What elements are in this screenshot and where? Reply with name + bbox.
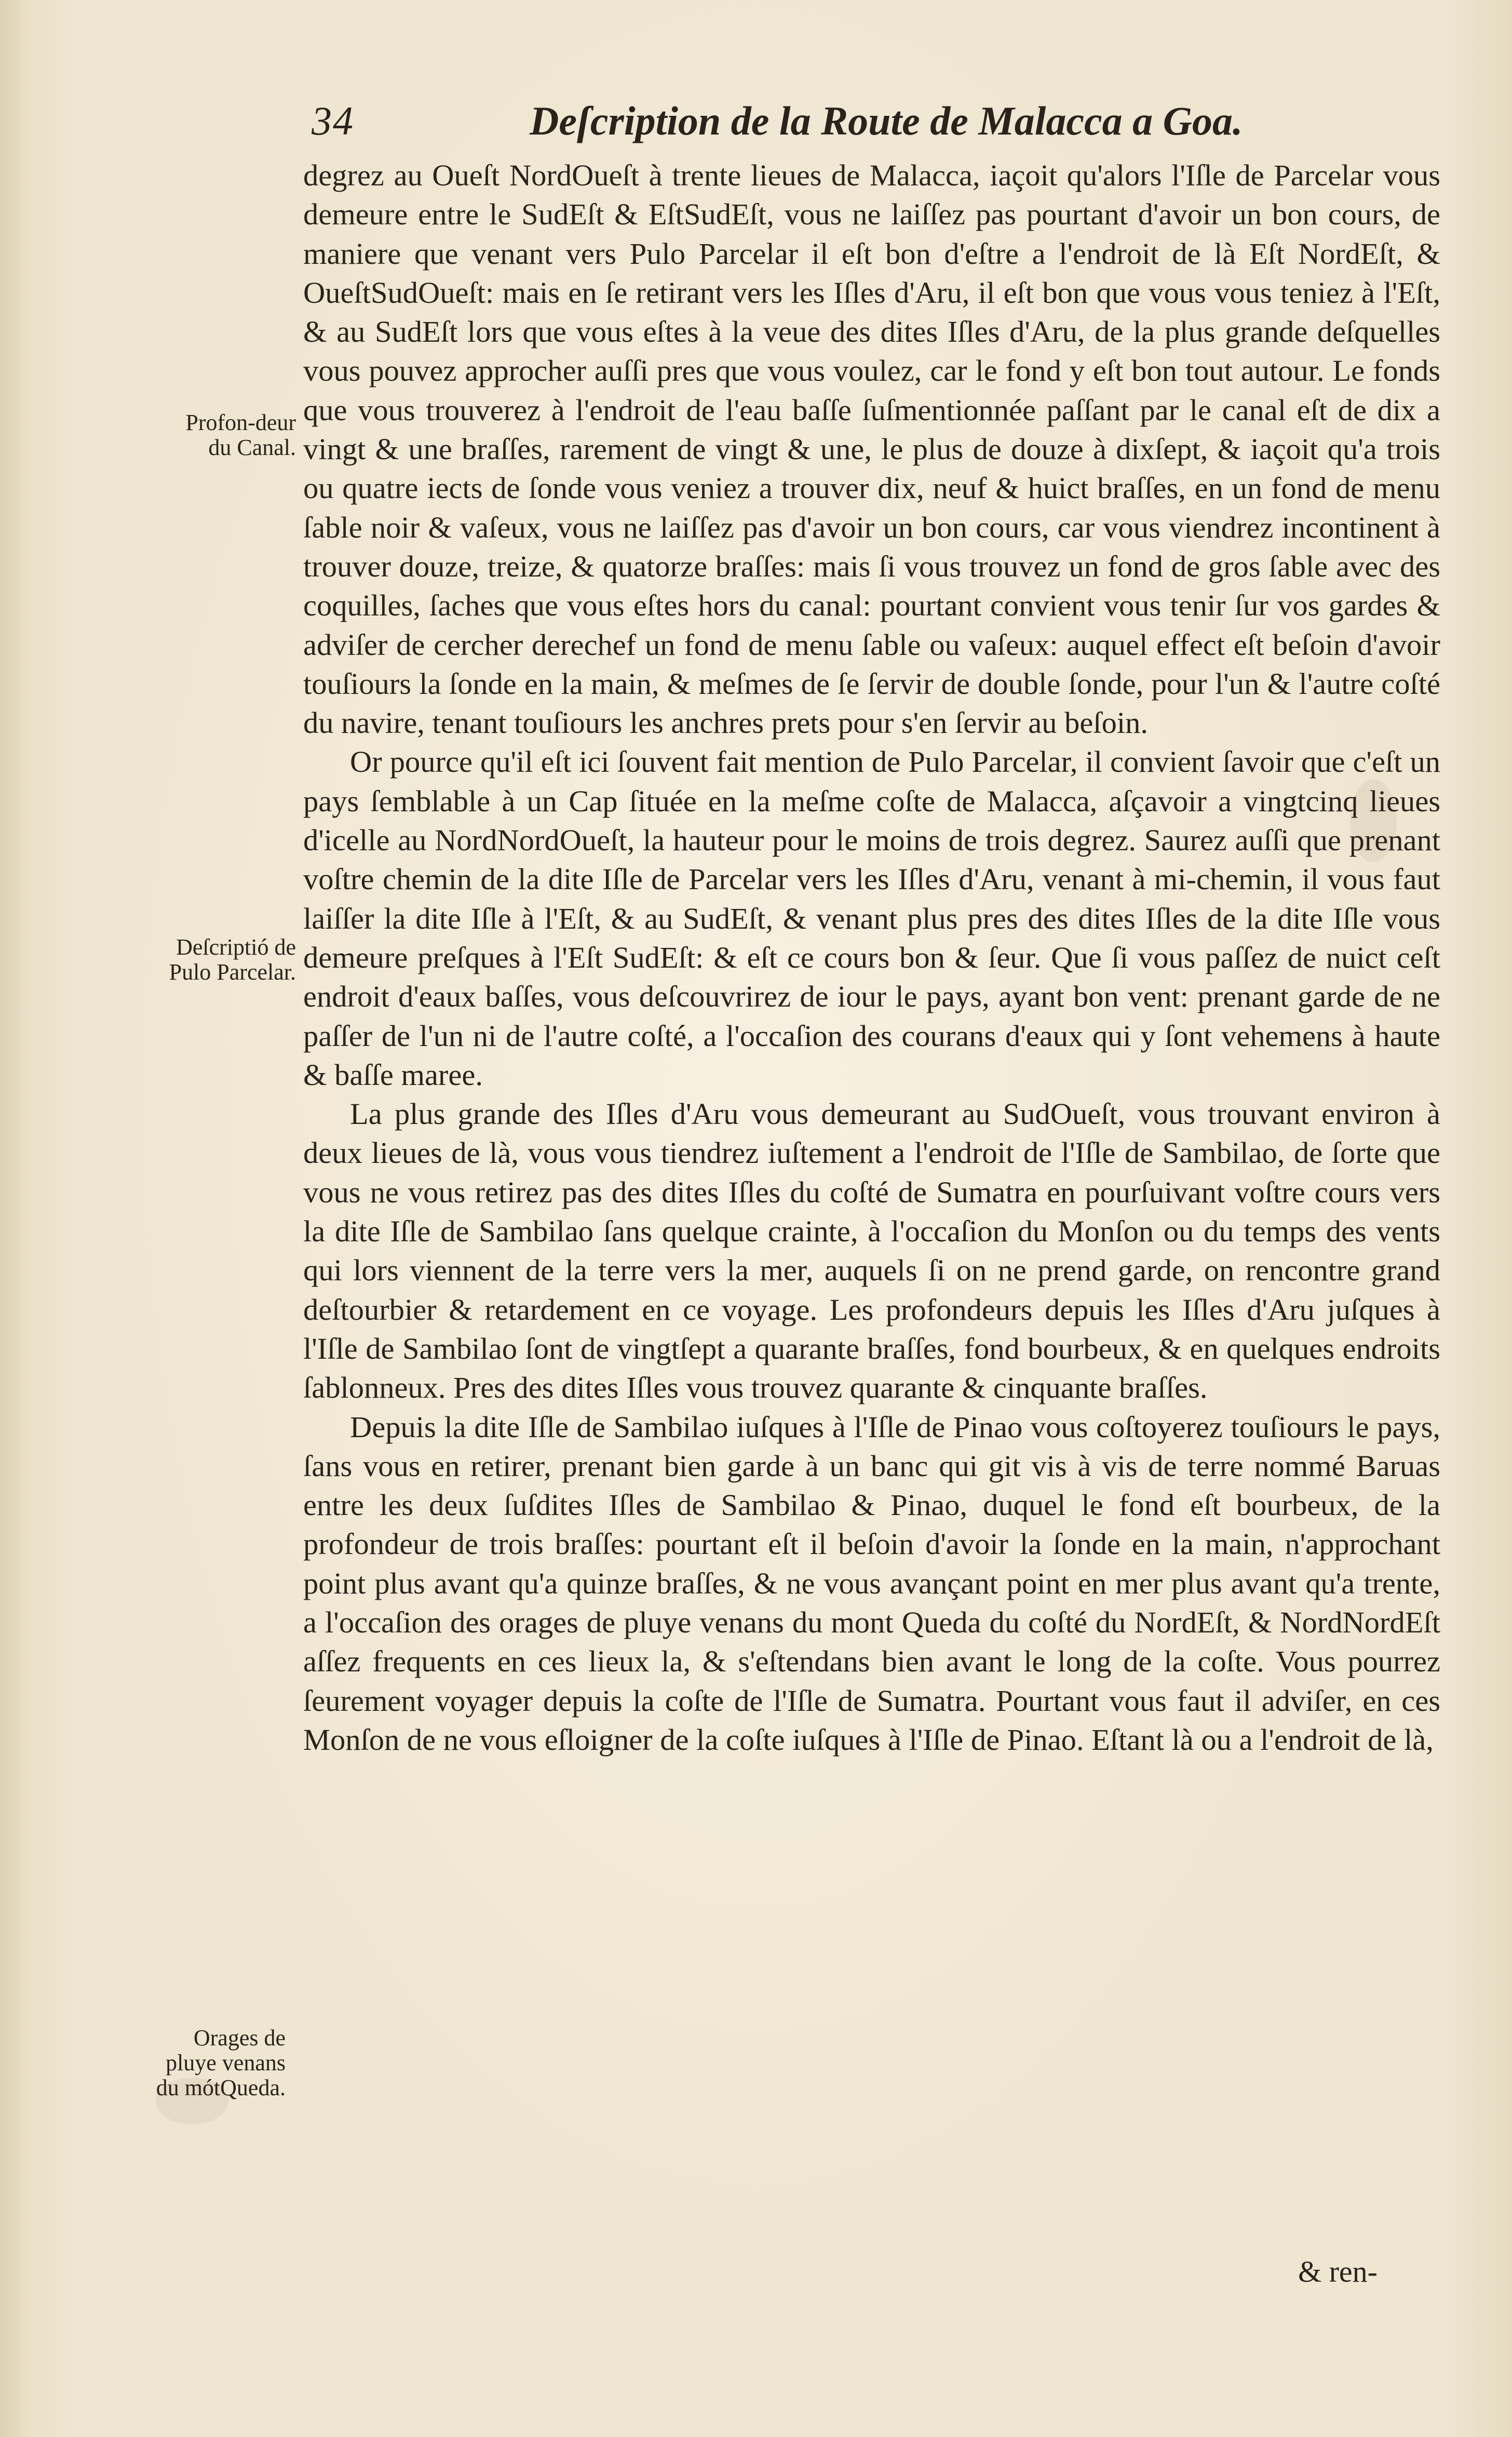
catchword: & ren-	[1298, 2255, 1378, 2288]
page-header	[312, 98, 1443, 155]
page-number: 34	[312, 98, 354, 143]
margin-note-orages: Orages de pluye venans du mótQueda.	[156, 2025, 286, 2100]
margin-note-pulo-parcelar: Deſcriptió de Pulo Parcelar.	[169, 934, 296, 985]
paragraph: La plus grande des Iſles d'Aru vous demeurant au SudOueſt, vous trouvant environ à deux lieues de là, vous vous tiendrez iuſtement a l'endroit de l'Iſle de Sambilao, de ſorte que vous ne vous retirez pas des dites Iſles du coſté de Sumatra en pourſuivant voſtre cours vers la dite Iſle de Sambilao ſans quelque crainte, à l'occaſion du Monſon ou du temps des vents qui lors viennent de la terre vers la mer, auquels ſi on ne prend garde, on rencontre grand deſtourbier & retardement en ce voyage. Les profondeurs depuis les Iſles d'Aru juſques à l'Iſle de Sambilao ſont de vingtſept a quarante braſſes, fond bourbeux, & en quelques endroits ſablonneux. Pres des dites Iſles vous trouvez quarante & cinquante braſſes.	[303, 1097, 1440, 1405]
paragraph: Or pource qu'il eſt ici ſouvent fait mention de Pulo Parcelar, il convient ſavoir que c'eſt un pays ſemblable à un Cap ſituée en la meſme coſte de Malacca, aſçavoir a vingtcinq lieues d'icelle au NordNordOueſt, la hauteur pour le moins de trois degrez. Saurez auſſi que prenant voſtre chemin de la dite Iſle de Parcelar vers les Iſles d'Aru, venant à mi-chemin, il vous faut laiſſer la dite Iſle à l'Eſt, & au SudEſt, & venant plus pres des dites Iſles de la dite Iſle vous demeure preſques à l'Eſt SudEſt: & eſt ce cours bon & ſeur. Que ſi vous paſſez de nuict ceſt endroit d'eaux baſſes, vous deſcouvrirez de iour le pays, ayant bon vent: prenant garde de ne paſſer de l'un ni de l'autre coſté, a l'occaſion des courans d'eaux qui y ſont vehemens à haute & baſſe maree.	[303, 745, 1440, 1092]
paragraph: Depuis la dite Iſle de Sambilao iuſques à l'Iſle de Pinao vous coſtoyerez touſiours le pays, ſans vous en retirer, prenant bien garde à un banc qui git vis à vis de terre nommé Baruas entre les deux ſuſdites Iſles de Sambilao & Pinao, duquel le fond eſt bourbeux, de la profondeur de trois braſſes: pourtant eſt il beſoin d'avoir la ſonde en la main, n'approchant point plus avant qu'a quinze braſſes, & ne vous avançant point en mer plus avant qu'a trente, a l'occaſion des orages de pluye venans du mont Queda du coſté du NordEſt, & NordNordEſt aſſez frequents en ces lieux la, & s'eſtendans bien avant le long de la coſte. Vous pourrez ſeurement voyager depuis la coſte de l'Iſle de Sumatra. Pourtant vous faut il adviſer, en ces Monſon de ne vous eſloigner de la coſte iuſques à l'Iſle de Pinao. Eſtant là ou a l'endroit de là,	[303, 1410, 1440, 1757]
running-title: Deſcription de la Route de Malacca a Goa.	[530, 98, 1243, 143]
paragraph: degrez au Oueſt NordOueſt à trente lieues de Malacca, iaçoit qu'alors l'Iſle de Parcelar vous demeure entre le SudEſt & EſtSudEſt, vous ne laiſſez pas pourtant d'avoir un bon cours, de maniere que venant vers Pulo Parcelar il eſt bon d'eſtre a l'endroit de là Eſt NordEſt, & OueſtSudOueſt: mais en ſe retirant vers les Iſles d'Aru, il eſt bon que vous vous teniez à l'Eſt, & au SudEſt lors que vous eſtes à la veue des dites Iſles d'Aru, de la plus grande deſquelles vous pouvez approcher auſſi pres que vous voulez, car le fond y eſt bon tout autour. Le fonds que vous trouverez à l'endroit de l'eau baſſe ſuſmentionnée paſſant par le canal eſt de dix a vingt & une braſſes, rarement de vingt & une, le plus de douze à dixſept, & iaçoit qu'a trois ou quatre iects de ſonde vous veniez a trouver dix, neuf & huict braſſes, en un fond de menu ſable noir & vaſeux, vous ne laiſſez pas d'avoir un bon cours, car vous viendrez incontinent à trouver douze, treize, & quatorze braſſes: mais ſi vous trouvez un fond de gros ſable avec des coquilles, ſaches que vous eſtes hors du canal: pourtant convient vous tenir ſur vos gardes & adviſer de cercher derechef un fond de menu ſable ou vaſeux: auquel effect eſt beſoin d'avoir touſiours la ſonde en la main, & meſmes de ſe ſervir de double ſonde, pour l'un & l'autre coſté du navire, tenant touſiours les anchres prets pour s'en ſervir au beſoin.	[303, 158, 1440, 740]
body-text	[303, 156, 1440, 1759]
margin-note-canal: Profon-deur du Canal.	[185, 410, 296, 460]
